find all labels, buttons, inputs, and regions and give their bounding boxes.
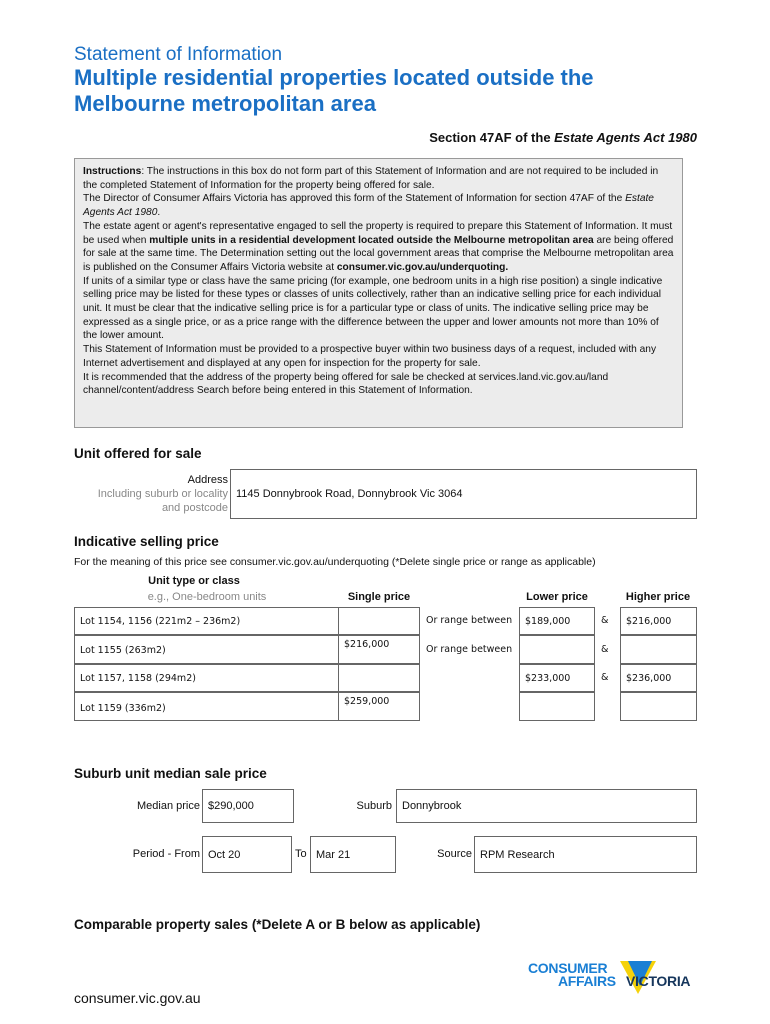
footer-url[interactable]: consumer.vic.gov.au <box>74 990 201 1006</box>
address-label: Address <box>187 474 228 486</box>
table-row-lower[interactable]: $189,000 <box>519 607 595 635</box>
address-label-group <box>74 473 228 515</box>
logo-text-victoria: VICTORIA <box>626 973 691 989</box>
table-row-range-label: Or range between <box>426 644 513 655</box>
period-from-label: Period - From <box>132 848 200 860</box>
instructions-p4: If units of a similar type or class have the same pricing (for example, one bedroom units in a high rise position) a single indicative selling price may be listed for these types or classes of units collectively, rather than an indicative selling price for each individual unit. It must be clear that the indicative selling price is for a particular type or class of units. The indicative selling price may be expressed as a single price, or as a price range with the difference between the upper and lower amounts not more than 10% of the lower amount. <box>83 275 663 342</box>
suburb-field[interactable]: Donnybrook <box>396 789 697 823</box>
instructions-p3: The estate agent or agent's representative engaged to sell the property is required to prepare this Statement of Information. It must be used when multiple units in a residential development located outside the Melbourne metropolitan area are being offered for sale at the same time. The Determination setting out the local government areas that comprise the Melbourne metropolitan area is published on the Consumer Affairs Victoria website at consumer.vic.gov.au/underquoting. <box>83 220 674 273</box>
address-hint-1: Including suburb or locality <box>97 488 228 500</box>
instructions-box <box>74 158 683 428</box>
period-to-label: To <box>295 848 307 860</box>
table-row-amp: & <box>601 615 609 626</box>
instructions-p1: Instructions: The instructions in this box do not form part of this Statement of Information and are not required to be included in the completed Statement of Information for the property being offered for sale. <box>83 166 659 191</box>
price-heading: Indicative selling price <box>74 534 219 549</box>
form-subtitle: Statement of Information <box>74 44 283 65</box>
table-row-higher[interactable]: $236,000 <box>620 664 697 692</box>
comparable-heading: Comparable property sales (*Delete A or B below as applicable) <box>74 917 481 932</box>
suburb-label: Suburb <box>356 800 392 812</box>
table-row-type[interactable]: Lot 1159 (336m2) <box>74 692 340 721</box>
source-field[interactable]: RPM Research <box>474 836 697 873</box>
median-price-label: Median price <box>137 800 200 812</box>
unit-heading: Unit offered for sale <box>74 446 202 461</box>
logo-text-consumer: CONSUMER <box>528 960 608 976</box>
form-title-line2: Melbourne metropolitan area <box>74 91 376 116</box>
col-lower-price: Lower price <box>526 591 588 603</box>
table-row-single[interactable] <box>338 664 420 692</box>
logo-text-affairs: AFFAIRS <box>558 973 616 989</box>
table-row-type[interactable]: Lot 1154, 1156 (221m2 – 236m2) <box>74 607 340 635</box>
table-row-higher[interactable] <box>620 692 697 721</box>
instructions-p2: The Director of Consumer Affairs Victoria has approved this form of the Statement of Information for section 47AF of the Estate Agents Act 1980. <box>83 193 654 219</box>
price-note: For the meaning of this price see consumer.vic.gov.au/underquoting (*Delete single price or range as applicable) <box>74 556 596 568</box>
price-table <box>74 607 697 721</box>
address-field[interactable]: 1145 Donnybrook Road, Donnybrook Vic 3064 <box>230 469 697 519</box>
col-single-price: Single price <box>347 591 411 603</box>
table-row-single[interactable]: $216,000 <box>338 635 420 664</box>
table-row-lower[interactable] <box>519 635 595 664</box>
form-title-line1: Multiple residential properties located outside the <box>74 65 594 90</box>
instructions-p5: This Statement of Information must be provided to a prospective buyer within two business days of a request, included with any Internet advertisement and displayed at any open for inspection for the property for sale. <box>83 344 657 369</box>
period-from-field[interactable]: Oct 20 <box>202 836 292 873</box>
table-row-range-label: Or range between <box>426 615 513 626</box>
median-heading: Suburb unit median sale price <box>74 766 267 781</box>
table-row-single[interactable]: $259,000 <box>338 692 420 721</box>
table-row-amp: & <box>601 644 609 655</box>
table-row-single[interactable] <box>338 607 420 635</box>
underquoting-link[interactable]: consumer.vic.gov.au/underquoting. <box>336 261 509 273</box>
period-to-field[interactable]: Mar 21 <box>310 836 396 873</box>
table-row-lower[interactable]: $233,000 <box>519 664 595 692</box>
median-price-field[interactable]: $290,000 <box>202 789 294 823</box>
table-row-higher[interactable] <box>620 635 697 664</box>
col-unit-type: Unit type or class <box>148 575 240 587</box>
instructions-p6: It is recommended that the address of the property being offered for sale be checked at services.land.vic.gov.au/land channel/content/address Search before being entered in this Statement of Information. <box>83 371 609 397</box>
consumer-affairs-victoria-logo <box>528 958 703 1004</box>
section-reference: Section 47AF of the Estate Agents Act 1980 <box>429 130 697 145</box>
form-title <box>74 65 694 117</box>
table-row-higher[interactable]: $216,000 <box>620 607 697 635</box>
col-higher-price: Higher price <box>625 591 691 603</box>
table-row-amp: & <box>601 672 609 683</box>
source-label: Source <box>437 848 472 860</box>
table-row-type[interactable]: Lot 1157, 1158 (294m2) <box>74 664 340 692</box>
col-unit-type-hint: e.g., One-bedroom units <box>147 591 267 603</box>
address-hint-2: and postcode <box>161 502 228 514</box>
table-row-type[interactable]: Lot 1155 (263m2) <box>74 635 340 664</box>
table-row-lower[interactable] <box>519 692 595 721</box>
